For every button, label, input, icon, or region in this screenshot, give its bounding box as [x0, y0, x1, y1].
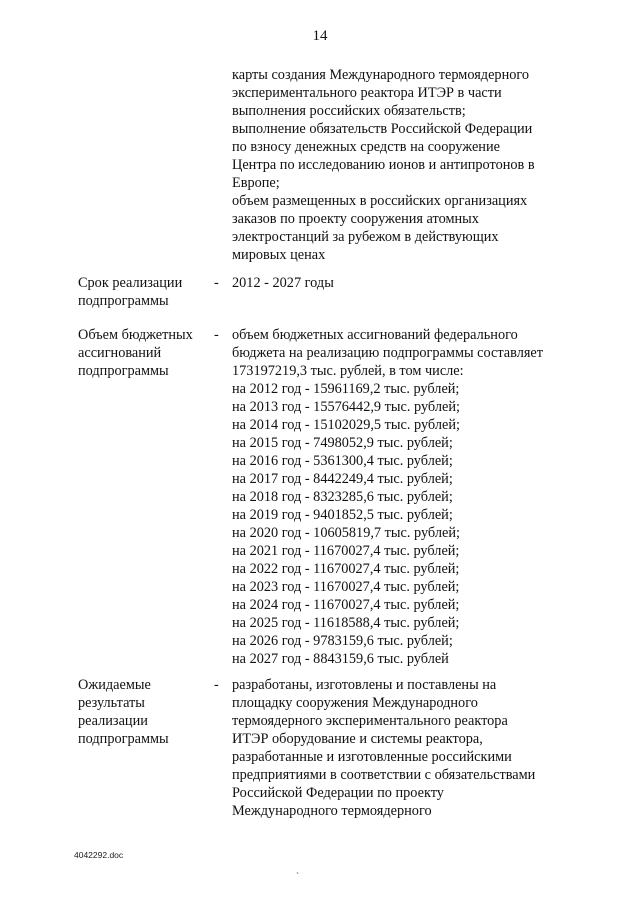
- text-line: объем размещенных в российских организациях: [232, 193, 528, 209]
- value-line: на 2027 год - 8843159,6 тыс. рублей: [232, 651, 449, 667]
- label-line: Объем бюджетных: [78, 327, 193, 343]
- value-line: разработаны, изготовлены и поставлены на: [232, 677, 497, 693]
- value-line: разработанные и изготовленные российскими: [232, 749, 512, 765]
- text-line: выполнения российских обязательств;: [232, 103, 466, 119]
- text-line: мировых ценах: [232, 247, 326, 263]
- value-line: на 2020 год - 10605819,7 тыс. рублей;: [232, 525, 460, 541]
- label-line: реализации: [78, 713, 148, 729]
- value-line: на 2021 год - 11670027,4 тыс. рублей;: [232, 543, 460, 559]
- value-line: на 2023 год - 11670027,4 тыс. рублей;: [232, 579, 460, 595]
- value-line: объем бюджетных ассигнований федерального: [232, 327, 518, 343]
- text-line: Европе;: [232, 175, 280, 191]
- value-line: ИТЭР оборудование и системы реактора,: [232, 731, 483, 747]
- label-line: подпрограммы: [78, 293, 169, 309]
- continuation-text: [232, 66, 592, 264]
- text-line: карты создания Международного термоядерного: [232, 67, 530, 83]
- value-line: на 2022 год - 11670027,4 тыс. рублей;: [232, 561, 460, 577]
- label-line: ассигнований: [78, 345, 162, 361]
- text-line: Центра по исследованию ионов и антипротонов в: [232, 157, 535, 173]
- section-value: [232, 326, 612, 668]
- dash-separator: -: [214, 275, 219, 291]
- page-number: 14: [312, 28, 328, 44]
- value-line: Российской Федерации по проекту: [232, 785, 444, 801]
- text-line: экспериментального реактора ИТЭР в части: [232, 85, 502, 101]
- value-line: на 2012 год - 15961169,2 тыс. рублей;: [232, 381, 460, 397]
- value-line: Международного термоядерного: [232, 803, 432, 819]
- section-label: [78, 326, 208, 380]
- text-line: электростанций за рубежом в действующих: [232, 229, 499, 245]
- footer-file-name: 4042292.doc: [74, 850, 124, 860]
- value-line: площадку сооружения Международного: [232, 695, 478, 711]
- value-line: на 2016 год - 5361300,4 тыс. рублей;: [232, 453, 453, 469]
- section-value: [232, 274, 612, 292]
- text-line: заказов по проекту сооружения атомных: [232, 211, 479, 227]
- value-line: 173197219,3 тыс. рублей, в том числе:: [232, 363, 464, 379]
- value-line: на 2018 год - 8323285,6 тыс. рублей;: [232, 489, 453, 505]
- footer-mark: `: [296, 872, 300, 883]
- label-line: результаты: [78, 695, 145, 711]
- value-line: на 2019 год - 9401852,5 тыс. рублей;: [232, 507, 453, 523]
- text-line: по взносу денежных средств на сооружение: [232, 139, 500, 155]
- label-line: подпрограммы: [78, 363, 169, 379]
- value-line: предприятиями в соответствии с обязательствами: [232, 767, 536, 783]
- value-line: термоядерного экспериментального реактора: [232, 713, 508, 729]
- label-line: Ожидаемые: [78, 677, 151, 693]
- value-line: на 2026 год - 9783159,6 тыс. рублей;: [232, 633, 453, 649]
- value-line: на 2024 год - 11670027,4 тыс. рублей;: [232, 597, 460, 613]
- dash-separator: -: [214, 677, 219, 693]
- section-label: [78, 274, 208, 310]
- dash-separator: -: [214, 327, 219, 343]
- label-line: Срок реализации: [78, 275, 183, 291]
- value-line: на 2013 год - 15576442,9 тыс. рублей;: [232, 399, 460, 415]
- value-line: 2012 - 2027 годы: [232, 275, 334, 291]
- section-label: [78, 676, 208, 748]
- value-line: на 2014 год - 15102029,5 тыс. рублей;: [232, 417, 460, 433]
- text-line: выполнение обязательств Российской Федерации: [232, 121, 533, 137]
- value-line: на 2015 год - 7498052,9 тыс. рублей;: [232, 435, 453, 451]
- value-line: бюджета на реализацию подпрограммы составляет: [232, 345, 543, 361]
- value-line: на 2017 год - 8442249,4 тыс. рублей;: [232, 471, 453, 487]
- value-line: на 2025 год - 11618588,4 тыс. рублей;: [232, 615, 460, 631]
- label-line: подпрограммы: [78, 731, 169, 747]
- section-value: [232, 676, 612, 820]
